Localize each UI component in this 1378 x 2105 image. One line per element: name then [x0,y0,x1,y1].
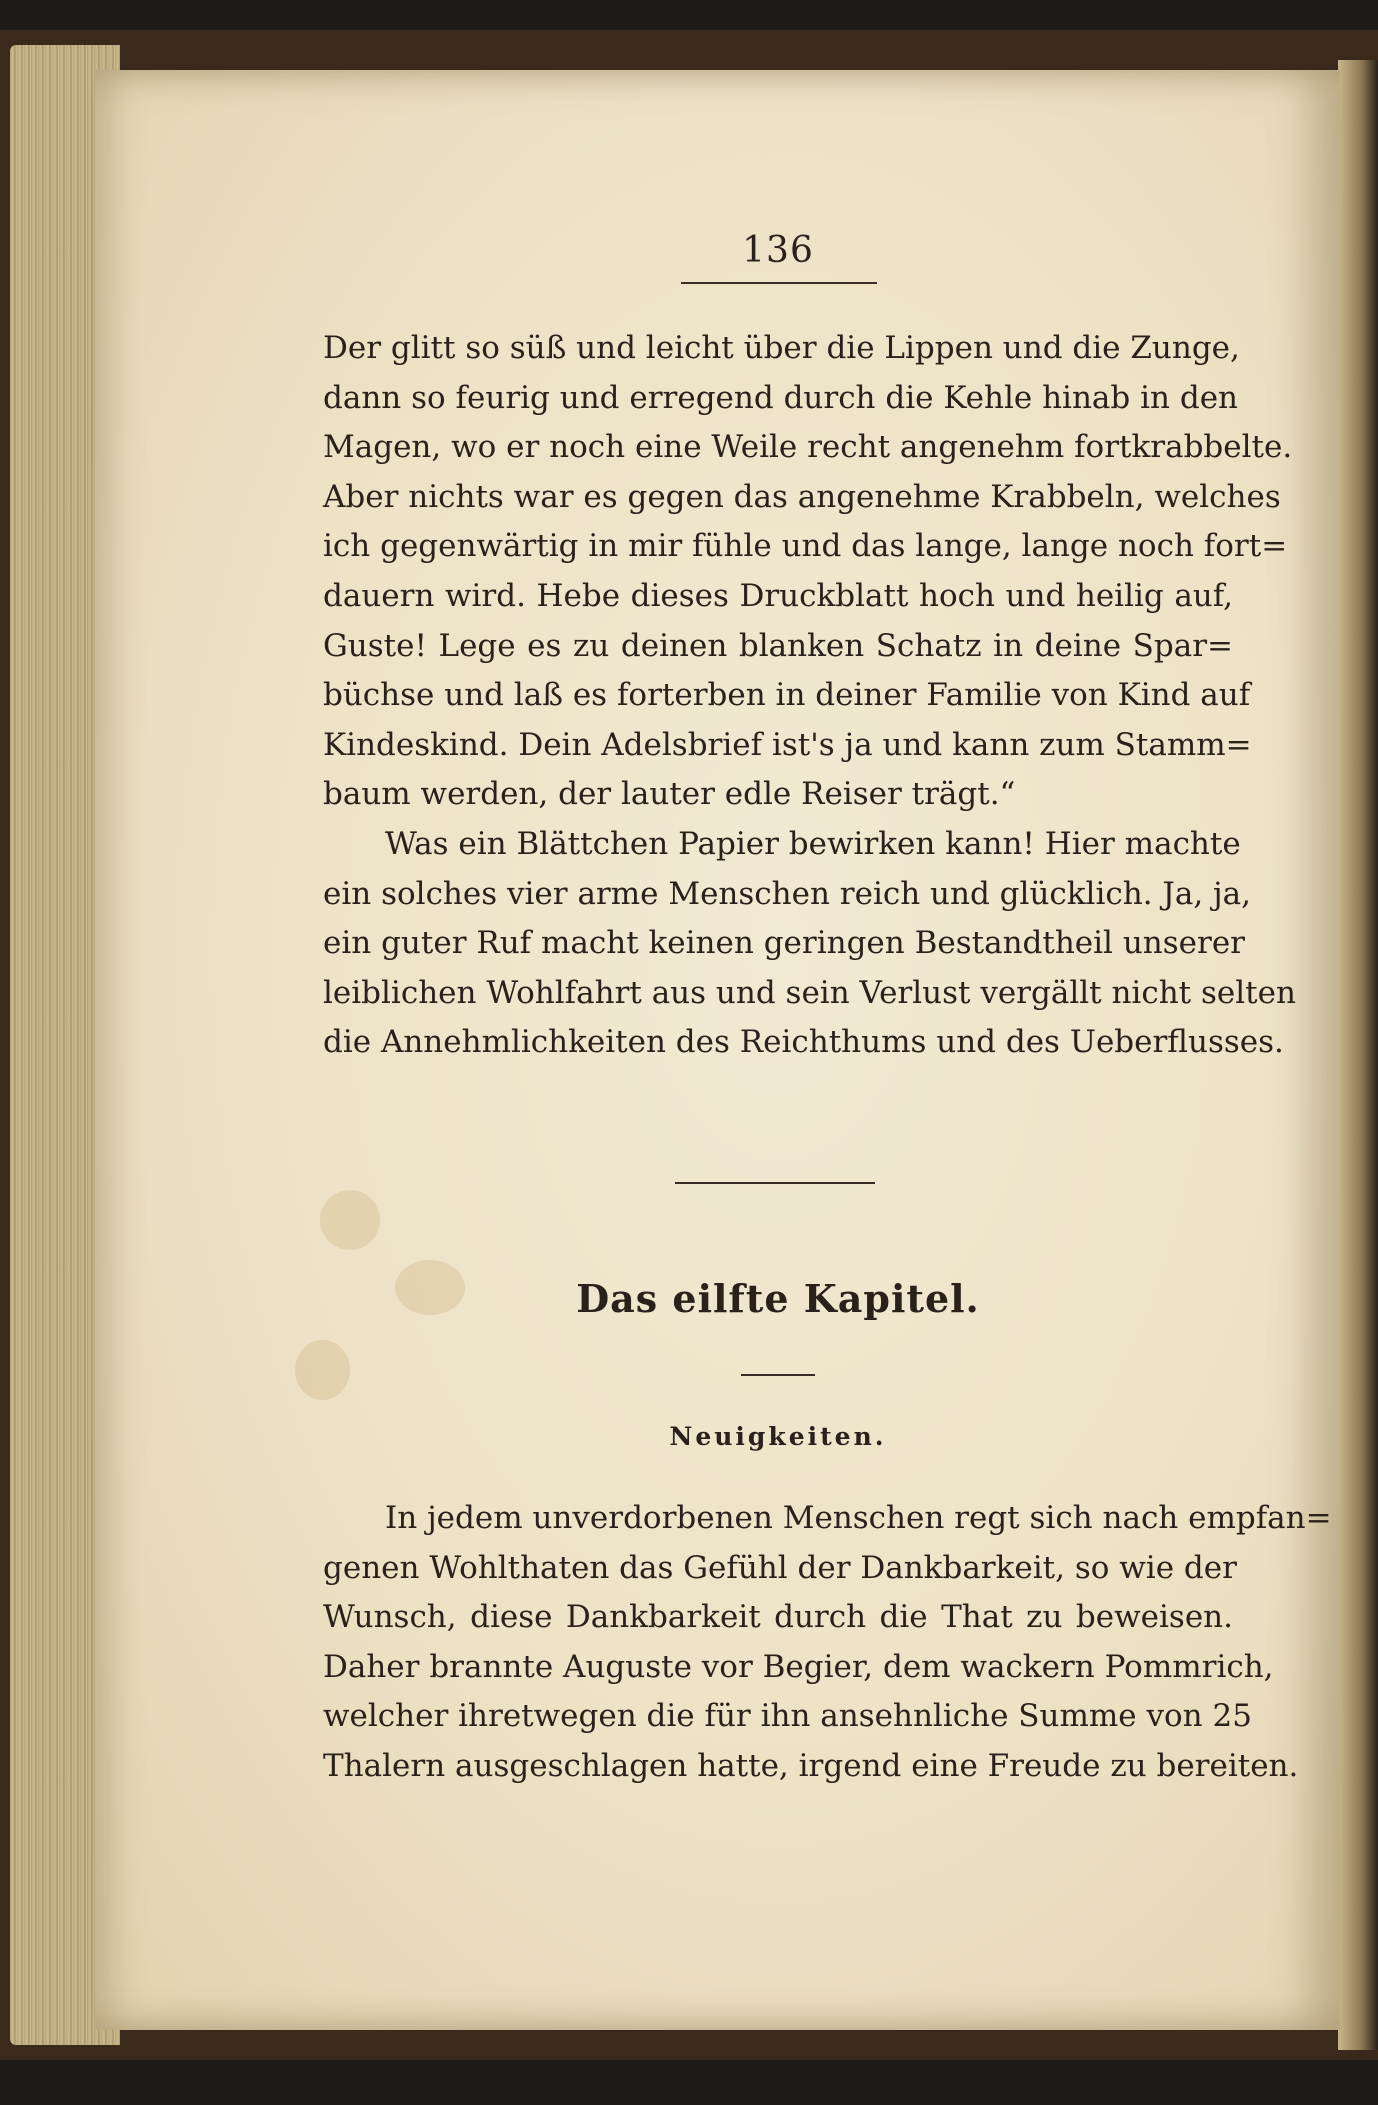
text-line: ich gegenwärtig in mir fühle und das lange, lange noch fort= [323,528,1288,565]
paragraph-2 [323,820,1296,1068]
text-line: Der glitt so süß und leicht über die Lippen und die Zunge, [323,330,1240,366]
header-rule [681,282,877,284]
text-line: dann so feurig und erregend durch die Kehle hinab in den [323,379,1238,416]
text-line: die Annehmlichkeiten des Reichthums und des Ueberflusses. [323,1024,1284,1061]
chapter-subtitle: Neuigkeiten. [669,1422,887,1451]
text-line: genen Wohlthaten das Gefühl der Dankbarkeit, so wie der [323,1549,1237,1586]
text-line: leiblichen Wohlfahrt aus und sein Verlust vergällt nicht selten [323,974,1296,1011]
text-line: Wunsch, diese Dankbarkeit durch die That zu beweisen. [323,1599,1233,1636]
text-line: Thalern ausgeschlagen hatte, irgend eine Freude zu bereiten. [323,1747,1299,1784]
paragraph-1 [323,324,1293,820]
paragraph-3 [323,1494,1332,1792]
text-line: dauern wird. Hebe dieses Druckblatt hoch und heilig auf, [323,577,1233,614]
text-line: Guste! Lege es zu deinen blanken Schatz in deine Spar= [323,627,1233,664]
page-number: 136 [742,230,814,271]
chapter-title: Das eilfte Kapitel. [576,1276,980,1321]
text-line: büchse und laß es forterben in deiner Familie von Kind auf [323,677,1251,714]
text-line: ein guter Ruf macht keinen geringen Bestandtheil unserer [323,925,1245,962]
text-line: Daher brannte Auguste vor Begier, dem wackern Pommrich, [323,1648,1274,1685]
text-line: Was ein Blättchen Papier bewirken kann! Hier machte [385,826,1241,862]
paper-stain [320,1190,380,1250]
paper-stain [295,1340,350,1400]
title-rule [741,1374,815,1376]
text-line: Kindeskind. Dein Adelsbrief ist's ja und kann zum Stamm= [323,726,1252,763]
section-separator [675,1182,875,1184]
facing-page-edge [1338,60,1378,2050]
text-line: In jedem unverdorbenen Menschen regt sich nach empfan= [385,1500,1332,1536]
text-line: Aber nichts war es gegen das angenehme Krabbeln, welches [323,478,1281,515]
text-line: welcher ihretwegen die für ihn ansehnliche Summe von 25 [323,1698,1252,1735]
text-line: baum werden, der lauter edle Reiser trägt.“ [323,776,1016,813]
text-line: Magen, wo er noch eine Weile recht angenehm fortkrabbelte. [323,429,1293,466]
text-line: ein solches vier arme Menschen reich und glücklich. Ja, ja, [323,875,1251,912]
